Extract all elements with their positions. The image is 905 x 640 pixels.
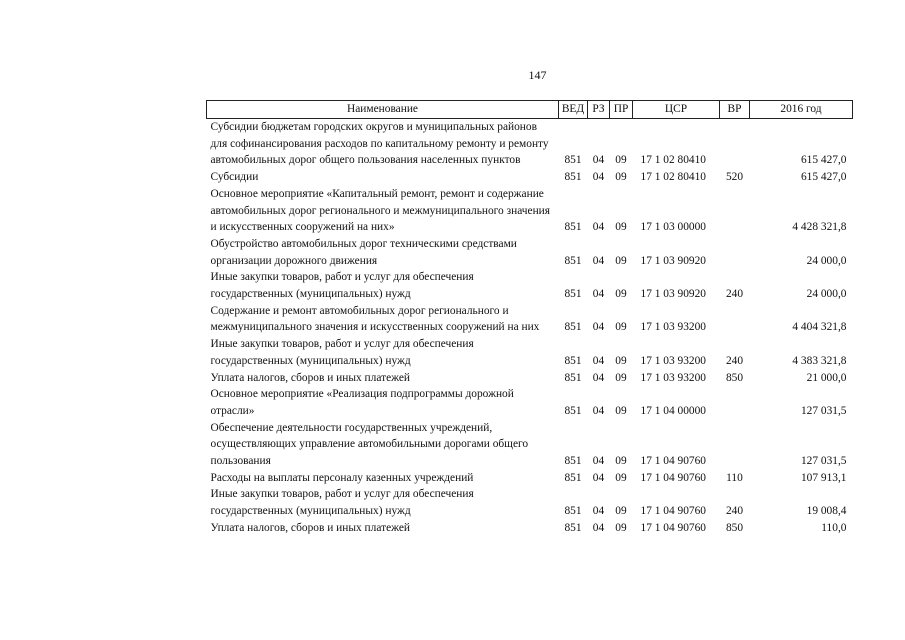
cell-rz: 04 <box>592 354 605 367</box>
cell-name: Уплата налогов, сборов и иных платежей <box>210 371 410 384</box>
column-header-vr: ВР <box>720 101 750 119</box>
cell-pr: 09 <box>615 404 627 417</box>
cell-sum: 127 031,5 <box>800 455 847 468</box>
cell-sum: 4 404 321,8 <box>792 321 847 334</box>
table-row <box>207 420 853 470</box>
cell-vr: 240 <box>725 505 744 518</box>
header-row <box>207 101 853 119</box>
cell-rz: 04 <box>592 321 605 334</box>
cell-csr: 17 1 03 93200 <box>640 321 706 334</box>
cell-rz: 04 <box>592 171 605 184</box>
table-header <box>207 101 853 119</box>
cell-ved: 851 <box>564 521 582 534</box>
cell-csr: 17 1 04 90760 <box>640 521 706 534</box>
cell-sum: 615 427,0 <box>800 154 847 167</box>
cell-rz: 04 <box>592 455 605 468</box>
page-number: 147 <box>528 68 547 82</box>
cell-name: Уплата налогов, сборов и иных платежей <box>210 521 410 534</box>
cell-ved: 851 <box>564 455 582 468</box>
table-row <box>207 169 853 186</box>
cell-csr: 17 1 02 80410 <box>640 171 706 184</box>
cell-csr: 17 1 04 90760 <box>640 471 706 484</box>
cell-pr: 09 <box>615 471 627 484</box>
cell-rz: 04 <box>592 505 605 518</box>
cell-rz: 04 <box>592 371 605 384</box>
cell-name: Основное мероприятие «Капитальный ремонт, ремонт и содержание автомобильных дорог регионального и межмуниципального значения и искусственных сооружений на них» <box>210 187 551 234</box>
cell-ved: 851 <box>564 288 582 301</box>
cell-rz: 04 <box>592 404 605 417</box>
cell-pr: 09 <box>615 505 627 518</box>
cell-rz: 04 <box>592 254 605 267</box>
cell-name: Иные закупки товаров, работ и услуг для обеспечения государственных (муниципальных) нужд <box>210 338 474 367</box>
budget-table <box>206 100 853 537</box>
cell-pr: 09 <box>615 288 627 301</box>
cell-csr: 17 1 03 93200 <box>640 371 706 384</box>
cell-vr: 850 <box>725 371 744 384</box>
cell-csr: 17 1 03 90920 <box>640 288 706 301</box>
cell-name: Обеспечение деятельности государственных учреждений, осуществляющих управление автомобильными дорогами общего пользования <box>210 421 529 468</box>
cell-ved: 851 <box>564 354 582 367</box>
table-row <box>207 336 853 369</box>
cell-name: Содержание и ремонт автомобильных дорог регионального и межмуниципального значения и искусственных сооружений на них <box>210 304 540 334</box>
cell-pr: 09 <box>615 171 627 184</box>
column-header-csr: ЦСР <box>633 101 720 119</box>
table-row <box>207 486 853 519</box>
cell-vr <box>720 186 750 236</box>
cell-sum: 24 000,0 <box>806 254 847 267</box>
cell-ved: 851 <box>564 404 582 417</box>
table-row <box>207 269 853 302</box>
cell-ved: 851 <box>564 321 582 334</box>
cell-sum: 110,0 <box>821 521 847 534</box>
cell-sum: 127 031,5 <box>800 404 847 417</box>
table-body <box>207 119 853 537</box>
cell-sum: 4 383 321,8 <box>792 354 847 367</box>
cell-rz: 04 <box>592 221 605 234</box>
cell-vr: 240 <box>725 288 744 301</box>
table-row <box>207 119 853 170</box>
cell-pr: 09 <box>615 354 627 367</box>
cell-pr: 09 <box>615 154 627 167</box>
column-header-name: Наименование <box>207 101 559 119</box>
table-row <box>207 520 853 537</box>
cell-csr: 17 1 03 93200 <box>640 354 706 367</box>
cell-vr <box>720 236 750 269</box>
column-header-ved: ВЕД <box>559 101 588 119</box>
cell-sum: 24 000,0 <box>806 288 847 301</box>
column-header-sum: 2016 год <box>750 101 853 119</box>
table-row <box>207 470 853 487</box>
cell-vr: 110 <box>726 471 743 484</box>
cell-sum: 19 008,4 <box>806 505 847 518</box>
cell-pr: 09 <box>615 321 627 334</box>
cell-ved: 851 <box>564 254 582 267</box>
cell-sum: 107 913,1 <box>800 471 847 484</box>
cell-sum: 615 427,0 <box>800 171 847 184</box>
cell-name: Основное мероприятие «Реализация подпрограммы дорожной отрасли» <box>210 388 514 417</box>
cell-csr: 17 1 02 80410 <box>640 154 706 167</box>
table-row <box>207 186 853 236</box>
cell-csr: 17 1 03 90920 <box>640 254 706 267</box>
cell-vr: 850 <box>725 521 744 534</box>
cell-vr <box>720 119 750 170</box>
cell-ved: 851 <box>564 371 582 384</box>
cell-name: Обустройство автомобильных дорог техническими средствами организации дорожного движения <box>210 237 517 267</box>
cell-vr <box>720 386 750 419</box>
table-row <box>207 386 853 419</box>
cell-ved: 851 <box>564 505 582 518</box>
cell-vr <box>720 420 750 470</box>
cell-pr: 09 <box>615 371 627 384</box>
cell-pr: 09 <box>615 455 627 468</box>
column-header-pr: ПР <box>610 101 633 119</box>
table-row <box>207 303 853 336</box>
cell-name: Иные закупки товаров, работ и услуг для обеспечения государственных (муниципальных) нужд <box>210 488 474 518</box>
cell-csr: 17 1 03 00000 <box>640 221 706 234</box>
cell-ved: 851 <box>564 221 582 234</box>
cell-csr: 17 1 04 90760 <box>640 455 706 468</box>
cell-vr <box>720 303 750 336</box>
cell-vr: 520 <box>725 171 744 184</box>
cell-csr: 17 1 04 00000 <box>640 404 706 417</box>
cell-sum: 4 428 321,8 <box>792 221 847 234</box>
cell-name: Субсидии <box>210 171 259 184</box>
cell-rz: 04 <box>592 471 605 484</box>
cell-name: Иные закупки товаров, работ и услуг для обеспечения государственных (муниципальных) нужд <box>210 271 474 301</box>
table-row <box>207 370 853 387</box>
cell-vr: 240 <box>725 354 744 367</box>
cell-rz: 04 <box>592 154 605 167</box>
column-header-rz: РЗ <box>588 101 610 119</box>
cell-ved: 851 <box>564 171 582 184</box>
cell-ved: 851 <box>564 154 582 167</box>
cell-rz: 04 <box>592 521 605 534</box>
cell-pr: 09 <box>615 221 627 234</box>
cell-csr: 17 1 04 90760 <box>640 505 706 518</box>
cell-name: Субсидии бюджетам городских округов и муниципальных районов для софинансирования расходов по капитальному ремонту и ремонту автомобильных дорог общего пользования населенных пунктов <box>210 121 549 167</box>
cell-ved: 851 <box>564 471 582 484</box>
cell-pr: 09 <box>615 254 627 267</box>
cell-sum: 21 000,0 <box>806 371 847 384</box>
cell-pr: 09 <box>615 521 627 534</box>
cell-name: Расходы на выплаты персоналу казенных учреждений <box>210 471 474 484</box>
cell-rz: 04 <box>592 288 605 301</box>
table-row <box>207 236 853 269</box>
